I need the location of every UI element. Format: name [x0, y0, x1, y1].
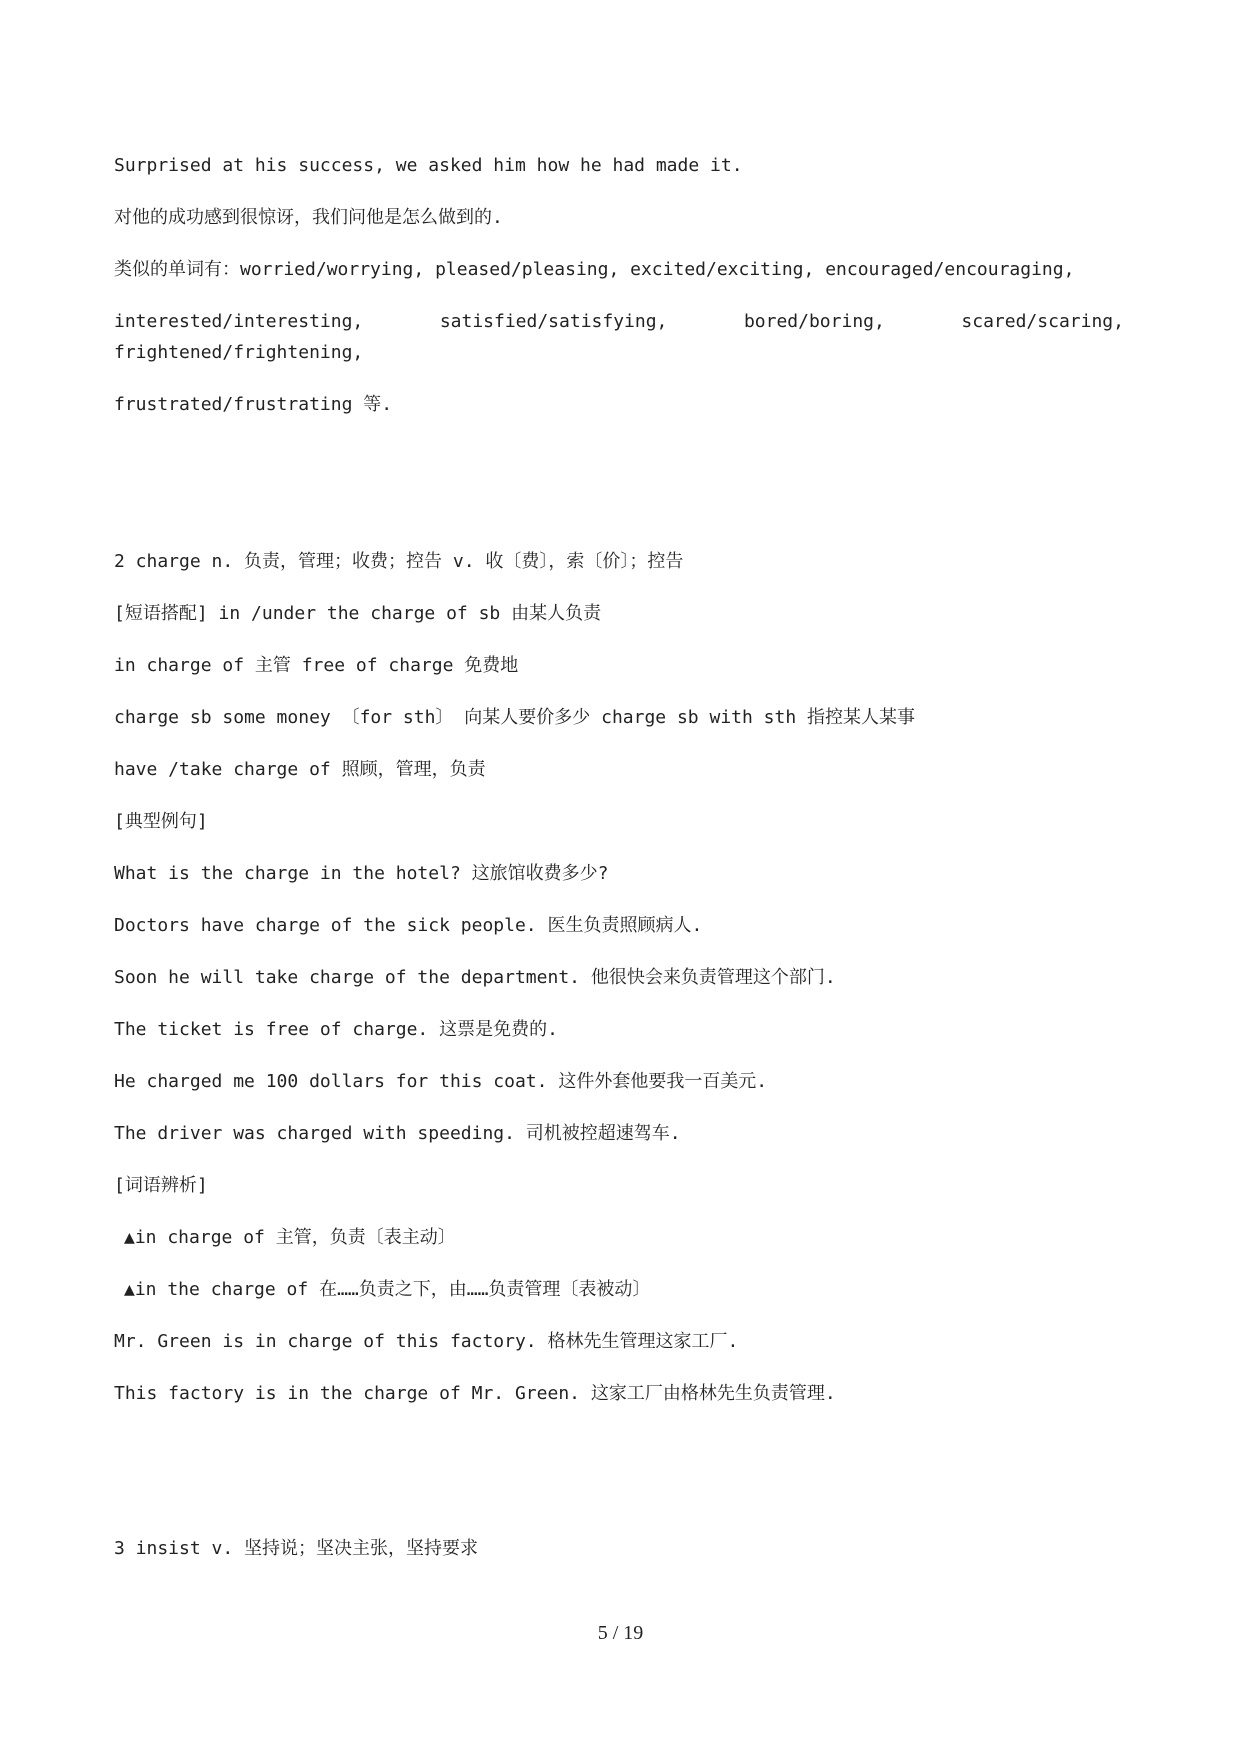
- similar-words-row: [114, 310, 1124, 334]
- analysis-item-active: ▲in charge of 主管，负责〔表主动〕: [124, 1227, 456, 1248]
- example-sentence: Doctors have charge of the sick people. 医生负责照顾病人.: [114, 915, 703, 936]
- similar-words-continuation: frightened/frightening,: [114, 342, 364, 363]
- word-pair-bored: bored/boring,: [743, 311, 885, 332]
- word-pair-interested: interested/interesting,: [114, 311, 364, 332]
- examples-label: [典型例句]: [114, 811, 208, 832]
- example-sentence: What is the charge in the hotel? 这旅馆收费多少?: [114, 863, 609, 884]
- example-sentence: The driver was charged with speeding. 司机被控超速驾车.: [114, 1123, 681, 1144]
- similar-words-end: frustrated/frustrating 等.: [114, 394, 393, 415]
- phrase-line: have /take charge of 照顾，管理，负责: [114, 759, 486, 780]
- example-sentence-en: Surprised at his success, we asked him how he had made it.: [114, 155, 743, 176]
- example-sentence: The ticket is free of charge. 这票是免费的.: [114, 1019, 558, 1040]
- page-number: 5 / 19: [597, 1622, 644, 1644]
- phrase-line: charge sb some money 〔for sth〕 向某人要价多少 charge sb with sth 指控某人某事: [114, 707, 916, 728]
- example-sentence: Soon he will take charge of the department. 他很快会来负责管理这个部门.: [114, 967, 836, 988]
- analysis-item-passive: ▲in the charge of 在……负责之下，由……负责管理〔表被动〕: [124, 1279, 651, 1300]
- analysis-label: [词语辨析]: [114, 1175, 208, 1196]
- example-sentence-zh: 对他的成功感到很惊讶，我们问他是怎么做到的.: [114, 207, 503, 228]
- analysis-example: This factory is in the charge of Mr. Green. 这家工厂由格林先生负责管理.: [114, 1383, 836, 1404]
- phrases-label: [短语搭配] in /under the charge of sb 由某人负责: [114, 603, 602, 624]
- section-heading-insist: 3 insist v. 坚持说；坚决主张，坚持要求: [114, 1538, 479, 1559]
- word-pair-scared: scared/scaring,: [961, 311, 1124, 332]
- section-heading-charge: 2 charge n. 负责，管理；收费；控告 v. 收〔费〕，索〔价〕；控告: [114, 551, 684, 572]
- analysis-example: Mr. Green is in charge of this factory. 格林先生管理这家工厂.: [114, 1331, 739, 1352]
- similar-words-line: 类似的单词有：worried/worrying, pleased/pleasing, excited/exciting, encouraged/encouraging,: [114, 259, 1075, 280]
- example-sentence: He charged me 100 dollars for this coat. 这件外套他要我一百美元.: [114, 1071, 768, 1092]
- phrase-line: in charge of 主管 free of charge 免费地: [114, 655, 519, 676]
- word-pair-satisfied: satisfied/satisfying,: [439, 311, 668, 332]
